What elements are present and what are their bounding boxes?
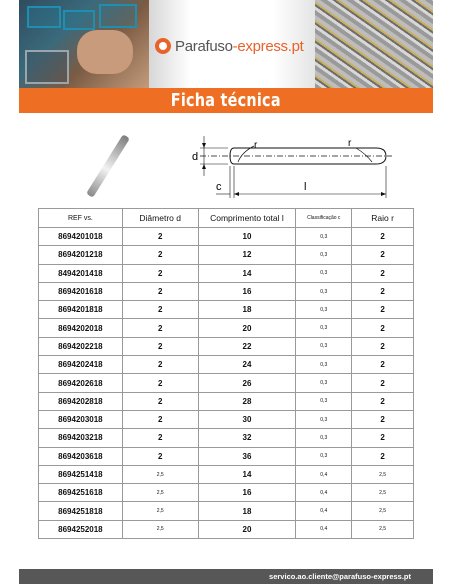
- brand-logo[interactable]: [155, 36, 304, 56]
- cell-length: 20: [198, 520, 296, 538]
- cell-length: 10: [198, 228, 296, 246]
- cell-radius: 2: [352, 410, 414, 428]
- cell-diameter: 2: [122, 447, 198, 465]
- cell-length: 14: [198, 264, 296, 282]
- hands: [77, 30, 133, 74]
- cell-classification: 0,3: [296, 264, 352, 282]
- cell-length: 12: [198, 246, 296, 264]
- brand-name: [175, 38, 304, 55]
- table-row: [39, 228, 414, 246]
- cell-length: 18: [198, 502, 296, 520]
- workshop-photo: [19, 0, 149, 88]
- cell-classification: 0,3: [296, 228, 352, 246]
- label-r-left: r: [254, 140, 258, 151]
- table-row: [39, 392, 414, 410]
- cell-ref: 8694202218: [39, 337, 123, 355]
- header-ref: REF vs.: [39, 209, 123, 228]
- footer-email-link[interactable]: servico.ao.cliente@parafuso-express.pt: [269, 572, 411, 581]
- cell-classification: 0,3: [296, 392, 352, 410]
- cell-ref: 8694251618: [39, 484, 123, 502]
- table-row: [39, 502, 414, 520]
- cell-radius: 2: [352, 356, 414, 374]
- cell-ref: 8694201818: [39, 301, 123, 319]
- table-row: [39, 246, 414, 264]
- cell-length: 18: [198, 301, 296, 319]
- cell-classification: 0,3: [296, 337, 352, 355]
- cell-diameter: 2: [122, 410, 198, 428]
- cell-classification: 0,3: [296, 282, 352, 300]
- header-diameter: Diâmetro d: [122, 209, 198, 228]
- header-length: Comprimento total l: [198, 209, 296, 228]
- cell-classification: 0,3: [296, 246, 352, 264]
- table-row: [39, 356, 414, 374]
- cell-radius: 2: [352, 447, 414, 465]
- arrow-d-top: [202, 143, 206, 148]
- cell-radius: 2: [352, 337, 414, 355]
- table-row: [39, 264, 414, 282]
- label-d: d: [192, 151, 199, 163]
- header-classification: Classificação c: [296, 209, 352, 228]
- cell-length: 24: [198, 356, 296, 374]
- pin-drawing: [176, 128, 396, 204]
- cell-ref: 8694203218: [39, 429, 123, 447]
- cell-diameter: 2,5: [122, 502, 198, 520]
- cell-classification: 0,3: [296, 429, 352, 447]
- parts-box-3: [99, 4, 137, 28]
- cell-ref: 8694202818: [39, 392, 123, 410]
- logo-icon: [155, 38, 171, 54]
- cell-radius: 2: [352, 264, 414, 282]
- cell-length: 28: [198, 392, 296, 410]
- label-r-right: r: [348, 138, 352, 149]
- cell-radius: 2,5: [352, 484, 414, 502]
- cell-length: 36: [198, 447, 296, 465]
- cell-length: 32: [198, 429, 296, 447]
- cell-radius: 2,5: [352, 502, 414, 520]
- cell-ref: 8694252018: [39, 520, 123, 538]
- cell-diameter: 2,5: [122, 465, 198, 483]
- cell-diameter: 2: [122, 301, 198, 319]
- page-title: Ficha técnica: [170, 90, 282, 111]
- cell-length: 26: [198, 374, 296, 392]
- cell-ref: 8694251418: [39, 465, 123, 483]
- table-row: [39, 429, 414, 447]
- table-row: [39, 282, 414, 300]
- parts-box-1: [27, 6, 61, 28]
- brand-name-accent: -express.pt: [232, 37, 304, 55]
- cell-diameter: 2: [122, 392, 198, 410]
- cell-length: 16: [198, 484, 296, 502]
- cell-length: 22: [198, 337, 296, 355]
- cell-ref: 8694202018: [39, 319, 123, 337]
- cell-length: 16: [198, 282, 296, 300]
- table-row: [39, 337, 414, 355]
- cell-classification: 0,4: [296, 502, 352, 520]
- cell-diameter: 2,5: [122, 520, 198, 538]
- table-row: [39, 465, 414, 483]
- dowel-pin-photo: [68, 133, 148, 199]
- arrow-l-right: [381, 192, 386, 196]
- cell-radius: 2: [352, 392, 414, 410]
- cell-diameter: 2: [122, 337, 198, 355]
- cell-radius: 2: [352, 246, 414, 264]
- cell-ref: 8694202418: [39, 356, 123, 374]
- cell-classification: 0,3: [296, 301, 352, 319]
- cell-ref: 8494201418: [39, 264, 123, 282]
- cell-classification: 0,3: [296, 447, 352, 465]
- cell-diameter: 2: [122, 264, 198, 282]
- cell-diameter: 2: [122, 319, 198, 337]
- table-row: [39, 520, 414, 538]
- cell-classification: 0,4: [296, 484, 352, 502]
- cell-ref: 8694251818: [39, 502, 123, 520]
- cell-radius: 2: [352, 429, 414, 447]
- cell-diameter: 2: [122, 429, 198, 447]
- arrow-l-left: [234, 192, 239, 196]
- cell-classification: 0,3: [296, 319, 352, 337]
- header-radius: Raio r: [352, 209, 414, 228]
- cell-radius: 2,5: [352, 520, 414, 538]
- table-row: [39, 301, 414, 319]
- cell-radius: 2: [352, 301, 414, 319]
- cell-ref: 8694201618: [39, 282, 123, 300]
- cell-diameter: 2: [122, 246, 198, 264]
- cell-classification: 0,4: [296, 520, 352, 538]
- cell-length: 20: [198, 319, 296, 337]
- cell-ref: 8694203018: [39, 410, 123, 428]
- cell-radius: 2,5: [352, 465, 414, 483]
- footer-bar: [19, 569, 433, 584]
- spec-table: [38, 208, 414, 539]
- cell-ref: 8694201218: [39, 246, 123, 264]
- cell-diameter: 2: [122, 356, 198, 374]
- cell-classification: 0,3: [296, 356, 352, 374]
- table-row: [39, 484, 414, 502]
- cell-ref: 8694201018: [39, 228, 123, 246]
- cell-ref: 8694202618: [39, 374, 123, 392]
- title-bar: [19, 88, 433, 113]
- cell-diameter: 2: [122, 374, 198, 392]
- cell-radius: 2: [352, 319, 414, 337]
- table-row: [39, 410, 414, 428]
- table-row: [39, 374, 414, 392]
- cell-diameter: 2: [122, 282, 198, 300]
- parts-box-4: [25, 50, 69, 84]
- cell-length: 30: [198, 410, 296, 428]
- cell-diameter: 2,5: [122, 484, 198, 502]
- cell-diameter: 2: [122, 228, 198, 246]
- cell-ref: 8694203618: [39, 447, 123, 465]
- radius-leader-right: [356, 148, 372, 162]
- arrow-d-bottom: [202, 164, 206, 169]
- cell-radius: 2: [352, 374, 414, 392]
- label-c: c: [216, 181, 222, 193]
- table-row: [39, 319, 414, 337]
- parts-box-2: [63, 10, 95, 30]
- cell-length: 14: [198, 465, 296, 483]
- table-row: [39, 447, 414, 465]
- cell-classification: 0,3: [296, 374, 352, 392]
- table-header-row: [39, 209, 414, 228]
- cell-radius: 2: [352, 228, 414, 246]
- cell-radius: 2: [352, 282, 414, 300]
- screws-photo: [315, 0, 433, 88]
- pin-body: [86, 134, 130, 198]
- cell-classification: 0,4: [296, 465, 352, 483]
- cell-classification: 0,3: [296, 410, 352, 428]
- brand-name-main: Parafuso: [175, 37, 233, 55]
- label-l: l: [304, 181, 307, 193]
